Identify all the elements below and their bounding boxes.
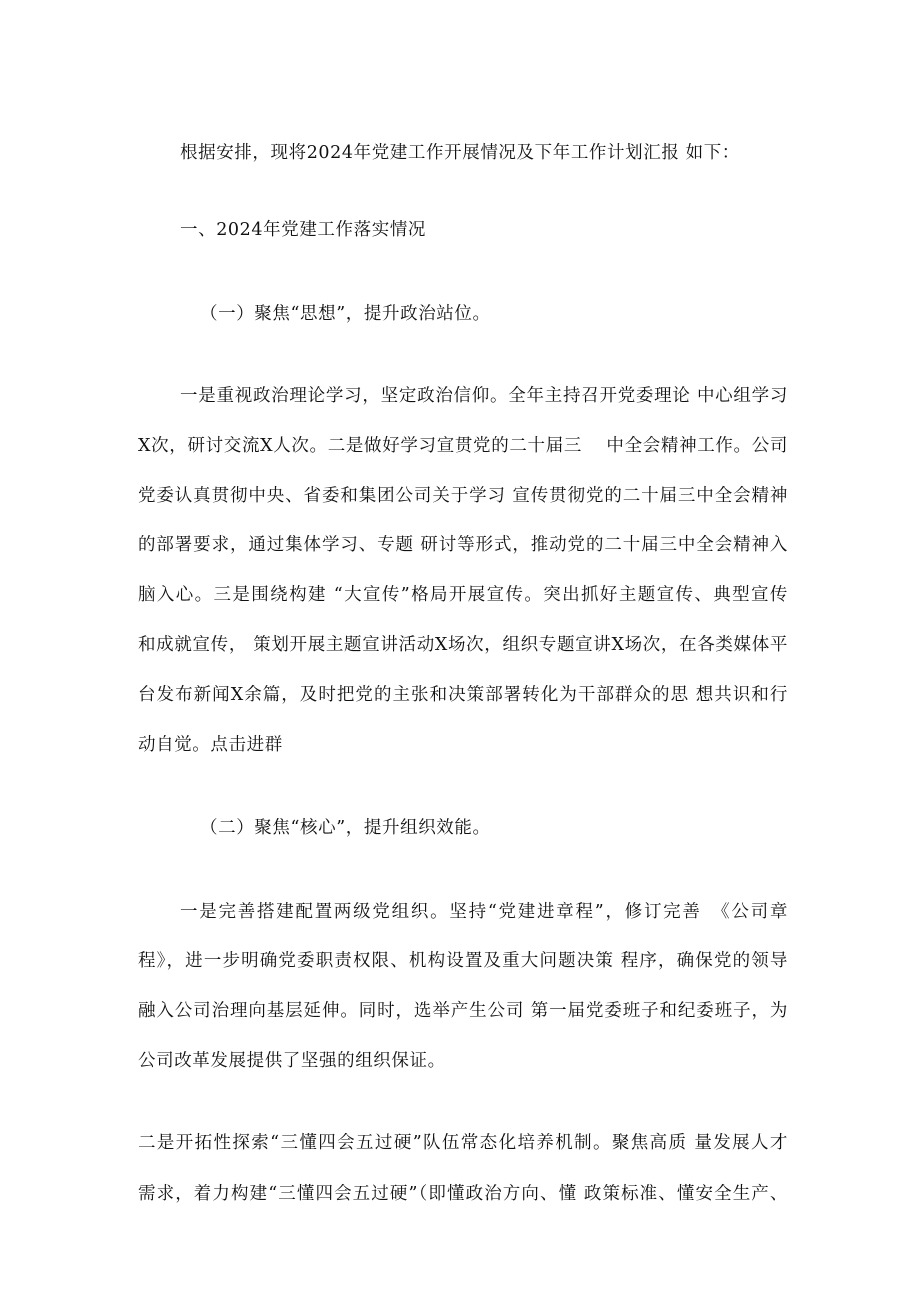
- intro-paragraph: 根据安排，现将2024年党建工作开展情况及下年工作计划汇报 如下：: [180, 143, 740, 163]
- paragraph-line: 台发布新闻X余篇，及时把党的主张和决策部署转化为干部群众的思 想共识和行: [138, 685, 788, 705]
- paragraph-line: 和成就宣传， 策划开展主题宣讲活动X场次，组织专题宣讲X场次，在各类媒体平: [138, 635, 788, 655]
- paragraph-line: 动自觉。点击进群: [138, 735, 283, 755]
- paragraph-line: 二是开拓性探索“三懂四会五过硬”队伍常态化培养机制。聚焦高质 量发展人才: [138, 1133, 788, 1153]
- paragraph-line: 需求，着力构建“三懂四会五过硬”（即懂政治方向、懂 政策标准、懂安全生产、: [138, 1184, 788, 1204]
- paragraph-line: 党委认真贯彻中央、省委和集团公司关于学习 宣传贯彻党的二十届三中全会精神: [138, 486, 788, 506]
- paragraph-line: 融入公司治理向基层延伸。同时，选举产生公司 第一届党委班子和纪委班子，为: [138, 1001, 788, 1021]
- paragraph-line: 一是完善搭建配置两级党组织。坚持“党建进章程”，修订完善 《公司章: [180, 902, 788, 922]
- section-heading-1: 一、2024年党建工作落实情况: [180, 220, 427, 240]
- paragraph-line: 一是重视政治理论学习，坚定政治信仰。全年主持召开党委理论 中心组学习: [180, 386, 788, 406]
- paragraph-line: X次，研讨交流X人次。二是做好学习宣贯党的二十届三 中全会精神工作。公司: [138, 436, 788, 456]
- paragraph-line: 脑入心。三是围绕构建 “大宣传”格局开展宣传。突出抓好主题宣传、典型宣传: [138, 585, 788, 605]
- subsection-heading-2: （二）聚焦“核心”，提升组织效能。: [200, 818, 491, 838]
- paragraph-line: 程》，进一步明确党委职责权限、机构设置及重大问题决策 程序，确保党的领导: [138, 951, 788, 971]
- paragraph-line: 的部署要求，通过集体学习、专题 研讨等形式，推动党的二十届三中全会精神入: [138, 535, 788, 555]
- subsection-heading-1: （一）聚焦“思想”，提升政治站位。: [200, 304, 491, 324]
- paragraph-line: 公司改革发展提供了坚强的组织保证。: [138, 1051, 446, 1071]
